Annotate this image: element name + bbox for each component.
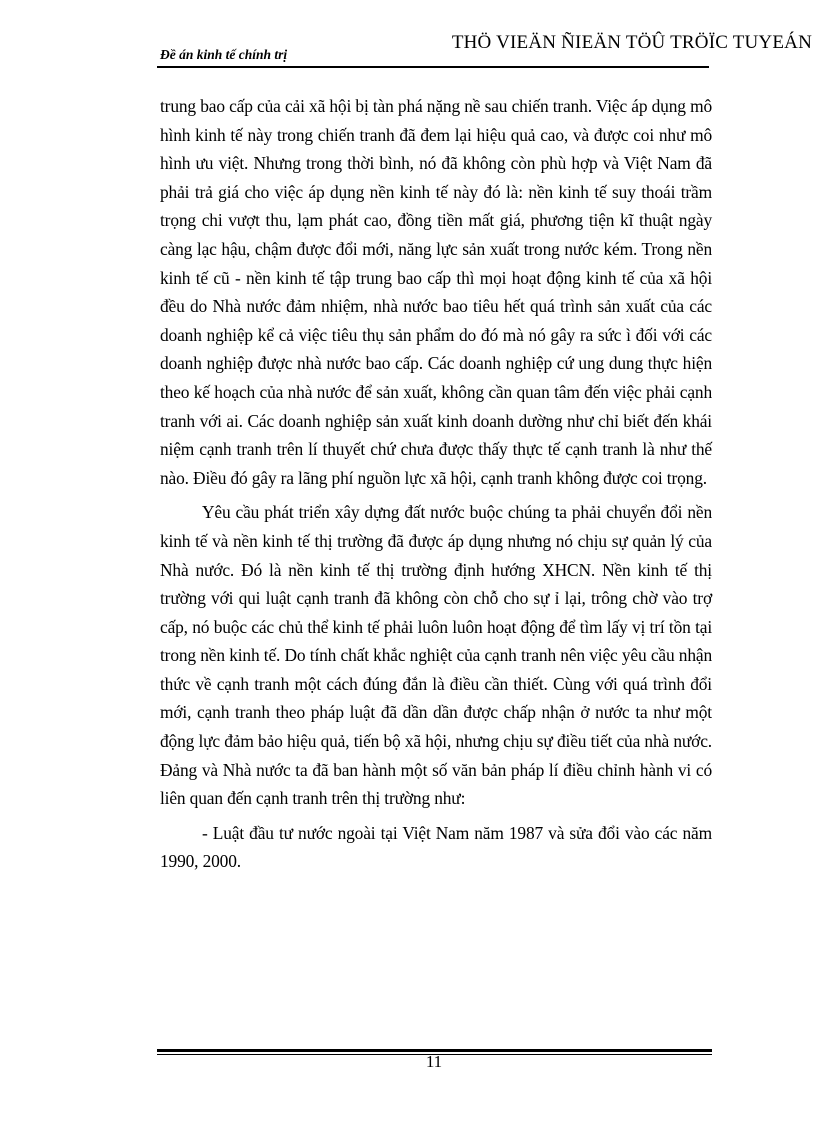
body-paragraph-2: Yêu cầu phát triển xây dựng đất nước buộc chúng ta phải chuyển đổi nền kinh tế và nền kinh tế thị trường đã được áp dụng nhưng nó chịu sự quản lý của Nhà nước. Đó là nền kinh tế thị trường định hướng XHCN. Nền kinh tế thị trường với qui luật cạnh tranh đã không còn chỗ cho sự ỉ lại, trông chờ vào trợ cấp, nó buộc các chủ thể kinh tế phải luôn luôn hoạt động để tìm lấy vị trí tồn tại trong nền kinh tế. Do tính chất khắc nghiệt của cạnh tranh nên việc yêu cầu nhận thức về cạnh tranh một cách đúng đắn là điều cần thiết. Cùng với quá trình đổi mới, cạnh tranh theo pháp luật đã dần dần được chấp nhận ở nước ta như một động lực đảm bảo hiệu quả, tiến bộ xã hội, nhưng chịu sự điều tiết của nhà nước. Đảng và Nhà nước ta đã ban hành một số văn bản pháp lí điều chỉnh hành vi có liên quan đến cạnh tranh trên thị trường như: [160, 502, 712, 809]
body-paragraph-1: trung bao cấp của cải xã hội bị tàn phá nặng nề sau chiến tranh. Việc áp dụng mô hình kinh tế này trong chiến tranh đã đem lại hiệu quả cao, và được coi như mô hình ưu việt. Nhưng trong thời bình, nó đã không còn phù hợp và Việt Nam đã phải trả giá cho việc áp dụng nền kinh tế này đó là: nền kinh tế suy thoái trầm trọng chi vượt thu, lạm phát cao, đồng tiền mất giá, phương tiện kĩ thuật ngày càng lạc hậu, chậm được đổi mới, năng lực sản xuất trong nước kém. Trong nền kinh tế cũ - nền kinh tế tập trung bao cấp thì mọi hoạt động kinh tế của xã hội đều do Nhà nước đảm nhiệm, nhà nước bao tiêu hết quá trình sản xuất của các doanh nghiệp kể cả việc tiêu thụ sản phẩm do đó mà nó gây ra sức ì đối với các doanh nghiệp được nhà nước bao cấp. Các doanh nghiệp cứ ung dung thực hiện theo kế hoạch của nhà nước để sản xuất, không cần quan tâm đến việc phải cạnh tranh với ai. Các doanh nghiệp sản xuất kinh doanh dường như chỉ biết đến khái niệm cạnh tranh trên lí thuyết chứ chưa được thấy thực tế cạnh tranh là như thế nào. Điều đó gây ra lãng phí nguồn lực xã hội, cạnh tranh không được coi trọng. [160, 96, 712, 488]
header-document-title: Đề án kinh tế chính trị [160, 47, 288, 62]
body-paragraph-3: - Luật đầu tư nước ngoài tại Việt Nam năm 1987 và sửa đổi vào các năm 1990, 2000. [160, 822, 712, 872]
page-number: 11 [425, 1052, 443, 1071]
header-library-title: THÖ VIEÄN ÑIEÄN TÖÛ TRÖÏC TUYEÁN [451, 32, 812, 53]
header-divider [157, 66, 709, 68]
document-body [160, 92, 712, 876]
